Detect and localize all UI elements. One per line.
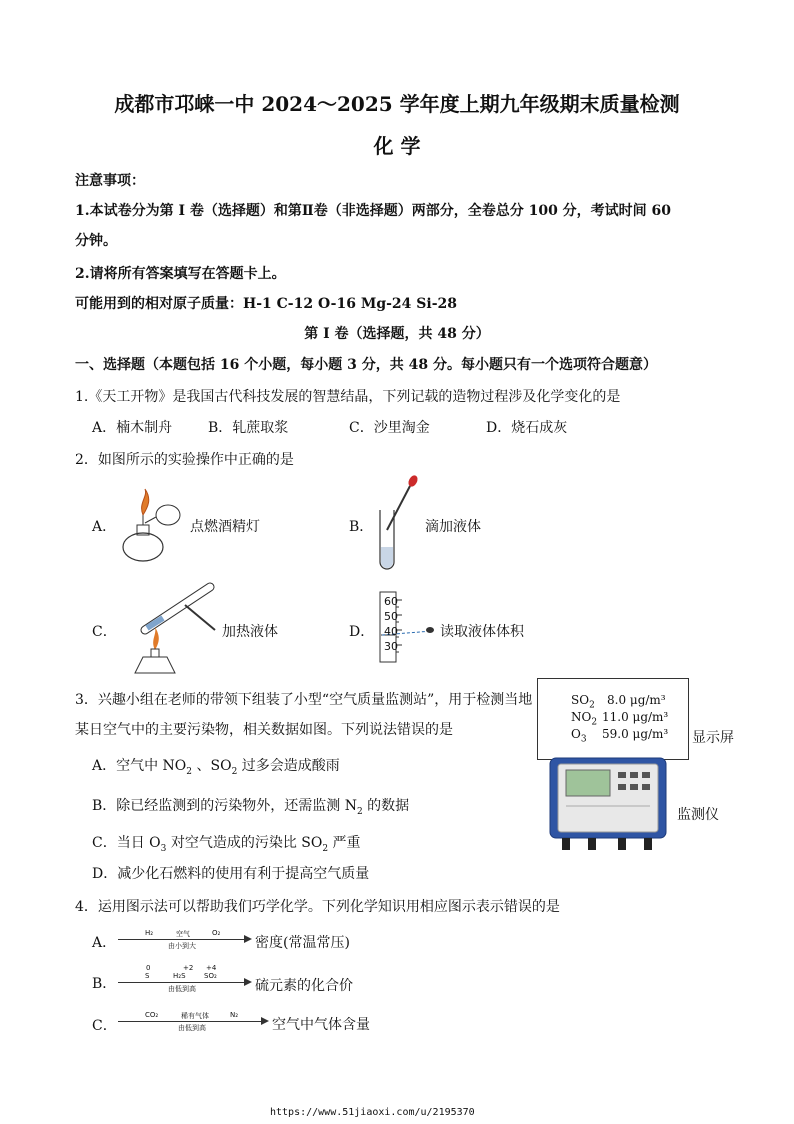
notes-item2: 2.请将所有答案填写在答题卡上。 [75, 266, 286, 282]
q3-stem-line1: 3．兴趣小组在老师的带领下组装了小型“空气质量监测站”，用于检测当地 [75, 692, 533, 708]
q4-b-valence-s: 0 [146, 964, 151, 972]
q1-option-d: D．烧石成灰 [486, 420, 568, 436]
q3-stem-line2: 某日空气中的主要污染物，相关数据如图。下列说法错误的是 [75, 722, 453, 738]
section-heading: 一、选择题（本题包括 16 个小题，每小题 3 分，共 48 分。每小题只有一个选项符合题意） [75, 357, 657, 373]
q4-a-item-air: 空气 [176, 930, 190, 938]
q4-a-item-o2: O₂ [212, 929, 221, 937]
q4-c-under-label: 由低到高 [178, 1024, 206, 1032]
q4-a-arrowhead-icon [244, 935, 252, 943]
q4-c-caption: 空气中气体含量 [272, 1017, 370, 1033]
q4-b-arrow-line [118, 982, 246, 983]
q2-option-d-letter: D． [349, 624, 375, 640]
q2-option-b-letter: B． [349, 519, 374, 535]
q4-a-under-label: 由小到大 [168, 942, 196, 950]
notes-item1-line1: 1.本试卷分为第 I 卷（选择题）和第Ⅱ卷（非选择题）两部分，全卷总分 100 分，考试时间 60 [75, 203, 672, 219]
q2-option-d-caption: 读取液体体积 [440, 624, 524, 640]
q4-b-item-so2: SO₂ [204, 972, 217, 980]
q4-a-caption: 密度(常温常压) [255, 935, 350, 951]
q4-c-item-n2: N₂ [230, 1011, 239, 1019]
q2-option-a-caption: 点燃酒精灯 [190, 519, 260, 535]
q4-stem: 4．运用图示法可以帮助我们巧学化学。下列化学知识用相应图示表示错误的是 [75, 899, 560, 915]
reading-no2-name: $NO_2$ [571, 710, 598, 728]
q3-option-d: D．减少化石燃料的使用有利于提高空气质量 [92, 866, 370, 882]
alcohol-lamp-lighting-icon [118, 485, 193, 570]
q1-option-c: C．沙里淘金 [349, 420, 430, 436]
reading-o3-value: 59.0 μg/m³ [602, 727, 669, 741]
q4-b-valence-so2: +4 [206, 964, 217, 972]
exam-title: 成都市邛崃一中 2024～2025 学年度上期九年级期末质量检测 [114, 92, 680, 116]
q4-option-b-letter: B． [92, 976, 117, 992]
reading-so2-value: 8.0 μg/m³ [607, 693, 666, 707]
q4-a-arrow-line [118, 939, 246, 940]
q4-b-item-h2s: H₂S [173, 972, 186, 980]
heating-liquid-icon [125, 575, 225, 677]
subject-title: 化 学 [373, 134, 421, 158]
q4-b-under-label: 由低到高 [168, 985, 196, 993]
footer-url: https://www.51jiaoxi.com/u/2195370 [270, 1107, 475, 1118]
q4-option-a-letter: A． [92, 935, 117, 951]
q4-a-item-h2: H₂ [145, 929, 154, 937]
reading-no2-value: 11.0 μg/m³ [602, 710, 669, 724]
q4-b-item-s: S [145, 972, 150, 980]
q2-option-c-letter: C． [92, 624, 117, 640]
q4-b-valence-h2s: +2 [183, 964, 194, 972]
q1-option-a: A．楠木制舟 [92, 420, 173, 436]
q2-stem: 2．如图所示的实验操作中正确的是 [75, 452, 294, 468]
q2-option-b-caption: 滴加液体 [425, 519, 481, 535]
q3-option-c: C．当日 $O_3$ 对空气造成的污染比 $SO_2$ 严重 [92, 835, 361, 854]
monitor-device-icon [548, 756, 668, 852]
device-label: 监测仪 [677, 807, 719, 823]
screen-label: 显示屏 [692, 730, 734, 746]
cylinder-tick-60: 60 [384, 595, 398, 608]
atomic-masses: 可能用到的相对原子质量：H-1 C-12 O-16 Mg-24 Si-28 [75, 296, 458, 312]
q1-option-b: B．轧蔗取浆 [208, 420, 289, 436]
q4-c-item-co2: CO₂ [145, 1011, 159, 1019]
notes-item1-line2: 分钟。 [75, 233, 117, 249]
q2-option-a-letter: A． [92, 519, 117, 535]
q4-c-arrowhead-icon [261, 1017, 269, 1025]
q4-c-arrow-line [118, 1021, 262, 1022]
cylinder-tick-30: 30 [384, 640, 398, 653]
q3-option-a: A．空气中 $NO_2$ 、$SO_2$ 过多会造成酸雨 [92, 758, 340, 777]
q4-b-arrowhead-icon [244, 978, 252, 986]
reading-o3-name: $O_3$ [571, 727, 587, 745]
reading-so2-name: $SO_2$ [571, 693, 595, 711]
q4-b-caption: 硫元素的化合价 [255, 978, 353, 994]
part1-title: 第 I 卷（选择题，共 48 分） [304, 326, 490, 342]
q1-stem: 1.《天工开物》是我国古代科技发展的智慧结晶，下列记载的造物过程涉及化学变化的是 [75, 389, 621, 405]
notes-heading: 注意事项： [75, 173, 145, 189]
q3-option-b: B．除已经监测到的污染物外，还需监测 $N_2$ 的数据 [92, 798, 410, 817]
dropper-test-tube-icon [372, 472, 422, 572]
cylinder-tick-40: 40 [384, 625, 398, 638]
q4-option-c-letter: C． [92, 1018, 117, 1034]
q2-option-c-caption: 加热液体 [222, 624, 278, 640]
monitor-display-screen [537, 678, 689, 760]
q4-c-item-noble-gas: 稀有气体 [181, 1012, 209, 1020]
cylinder-tick-50: 50 [384, 610, 398, 623]
